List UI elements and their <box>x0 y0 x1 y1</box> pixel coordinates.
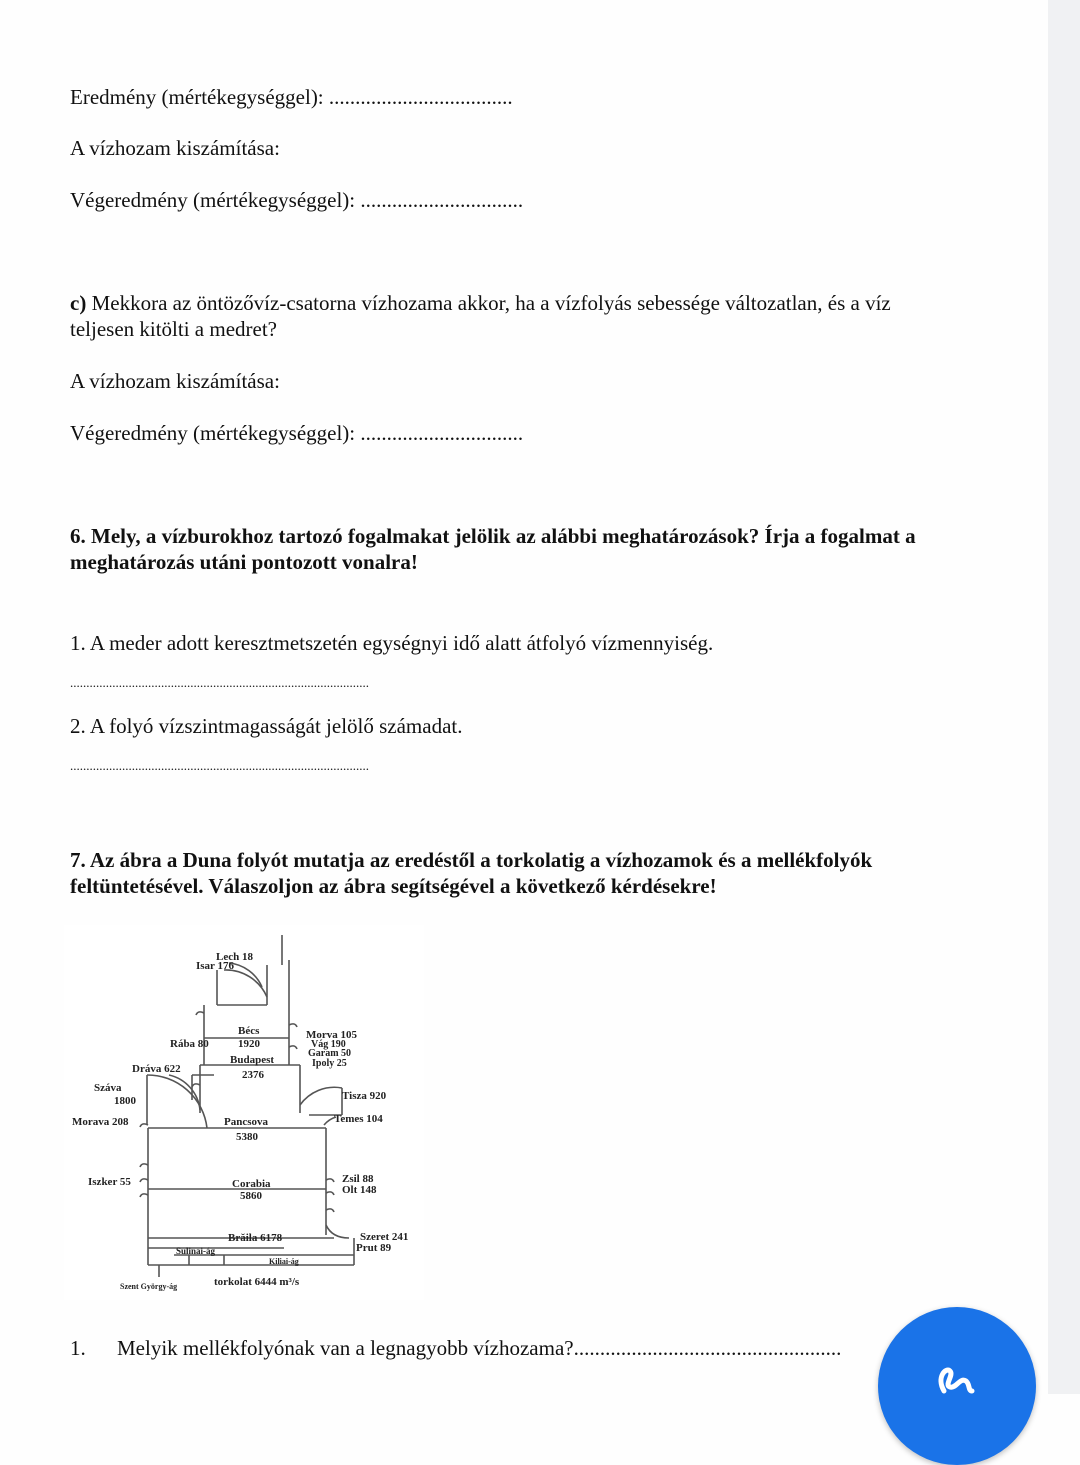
tributary-hook <box>326 1179 334 1182</box>
calculation-label-c: A vízhozam kiszámítása: <box>70 369 280 393</box>
result-answer-blank[interactable]: ................................... <box>328 85 513 109</box>
tributary-hook <box>140 1179 148 1182</box>
final-result-blank[interactable]: ............................... <box>360 188 524 212</box>
tributary-hook <box>140 1194 148 1197</box>
tributary-hook <box>140 1124 148 1127</box>
tributary-hook <box>196 1012 204 1015</box>
final-result-line <box>70 187 523 213</box>
label-torkolat: torkolat 6444 m³/s <box>214 1276 300 1288</box>
q7-subquestion-1 <box>70 1335 841 1361</box>
label-szentgyorgy: Szent György-ág <box>120 1282 178 1291</box>
label-braila: Brăila 6178 <box>228 1232 283 1244</box>
tributary-hook <box>289 1024 297 1027</box>
label-temes: Temes 104 <box>334 1113 383 1125</box>
definition-1: 1. A meder adott keresztmetszetén egységnyi idő alatt átfolyó vízmennyiség. <box>70 631 714 655</box>
label-ipoly: Ipoly 25 <box>312 1058 347 1069</box>
q7-sub1-text: Melyik mellékfolyónak van a legnagyobb vízhozama? <box>117 1336 574 1360</box>
diagram-lines <box>140 935 354 1277</box>
label-sulina: Sulinai-ág <box>176 1246 216 1256</box>
label-raba: Rába 80 <box>170 1038 209 1050</box>
label-drava: Dráva 622 <box>132 1063 181 1075</box>
q7-sub1-number: 1. <box>70 1336 86 1360</box>
label-corabia-flow: 5860 <box>240 1190 262 1202</box>
definition-2: 2. A folyó vízszintmagasságát jelölő számadat. <box>70 714 463 738</box>
danube-flow-diagram <box>64 925 424 1300</box>
question-7-title: 7. Az ábra a Duna folyót mutatja az eredéstől a torkolatig a vízhozamok és a mellékfolyók feltüntetésével. Válaszoljon az ábra segítségével a következő kérdésekre! <box>70 848 873 898</box>
definition-2-answer-blank[interactable]: ............................................................................................ <box>70 758 369 773</box>
label-olt: Olt 148 <box>342 1184 377 1196</box>
tributary-hook <box>326 1209 334 1212</box>
label-tisza: Tisza 920 <box>342 1090 387 1102</box>
label-szeret: Szeret 241 <box>360 1231 409 1243</box>
final-result-label: Végeredmény (mértékegységgel): <box>70 188 361 212</box>
final-result-line-c <box>70 420 523 446</box>
calculation-label: A vízhozam kiszámítása: <box>70 136 280 160</box>
szava-arc <box>147 1075 207 1128</box>
question-c-text: Mekkora az öntözővíz-csatorna vízhozama akkor, ha a vízfolyás sebessége változatlan, és a víz teljesen kitölti a medret? <box>70 291 891 341</box>
pen-scribble-icon <box>926 1357 986 1397</box>
question-6-title: 6. Mely, a vízburokhoz tartozó fogalmakat jelölik az alábbi meghatározások? Írja a fogalmat a meghatározás utáni pontozott vonalra! <box>70 524 916 574</box>
label-iszker: Iszker 55 <box>88 1176 131 1188</box>
label-budapest-flow: 2376 <box>242 1069 264 1081</box>
tributary-hook <box>326 1192 334 1195</box>
label-lech: Lech 18 <box>216 951 253 963</box>
annotate-fab-button[interactable] <box>878 1307 1036 1465</box>
label-zsil: Zsil 88 <box>342 1173 374 1185</box>
label-szava-flow: 1800 <box>114 1095 136 1107</box>
question-c-prefix: c) <box>70 291 87 315</box>
label-becs: Bécs <box>238 1025 260 1037</box>
label-corabia: Corabia <box>232 1178 271 1190</box>
result-label: Eredmény (mértékegységgel): <box>70 85 329 109</box>
tributary-hook <box>192 1084 200 1087</box>
label-becs-flow: 1920 <box>238 1038 260 1050</box>
label-morva: Morva 105 <box>306 1029 358 1041</box>
final-result-label-c: Végeredmény (mértékegységgel): <box>70 421 361 445</box>
label-garam: Garam 50 <box>308 1048 352 1059</box>
tisza-arc <box>300 1087 342 1105</box>
tributary-hook <box>140 1164 148 1167</box>
label-prut: Prut 89 <box>356 1242 392 1254</box>
label-morava: Morava 208 <box>72 1116 129 1128</box>
label-kilia: Kiliai-ág <box>269 1257 299 1266</box>
label-vag: Vág 190 <box>311 1039 346 1050</box>
label-pancsova: Pancsova <box>224 1116 268 1128</box>
final-result-blank-c[interactable]: ............................... <box>360 421 524 445</box>
label-budapest: Budapest <box>230 1054 275 1066</box>
definition-1-answer-blank[interactable]: ............................................................................................ <box>70 675 369 690</box>
danube-diagram-svg <box>64 925 424 1300</box>
tributary-hook <box>289 1046 297 1049</box>
result-line <box>70 84 513 110</box>
q7-sub1-answer-blank[interactable]: ................................................... <box>573 1336 842 1360</box>
label-isar: Isar 176 <box>196 960 234 972</box>
szeret-arc <box>326 1225 349 1238</box>
label-pancsova-flow: 5380 <box>236 1131 258 1143</box>
label-szava: Száva <box>94 1082 122 1094</box>
question-c <box>70 290 940 342</box>
scrollbar-track[interactable] <box>1048 0 1080 1394</box>
